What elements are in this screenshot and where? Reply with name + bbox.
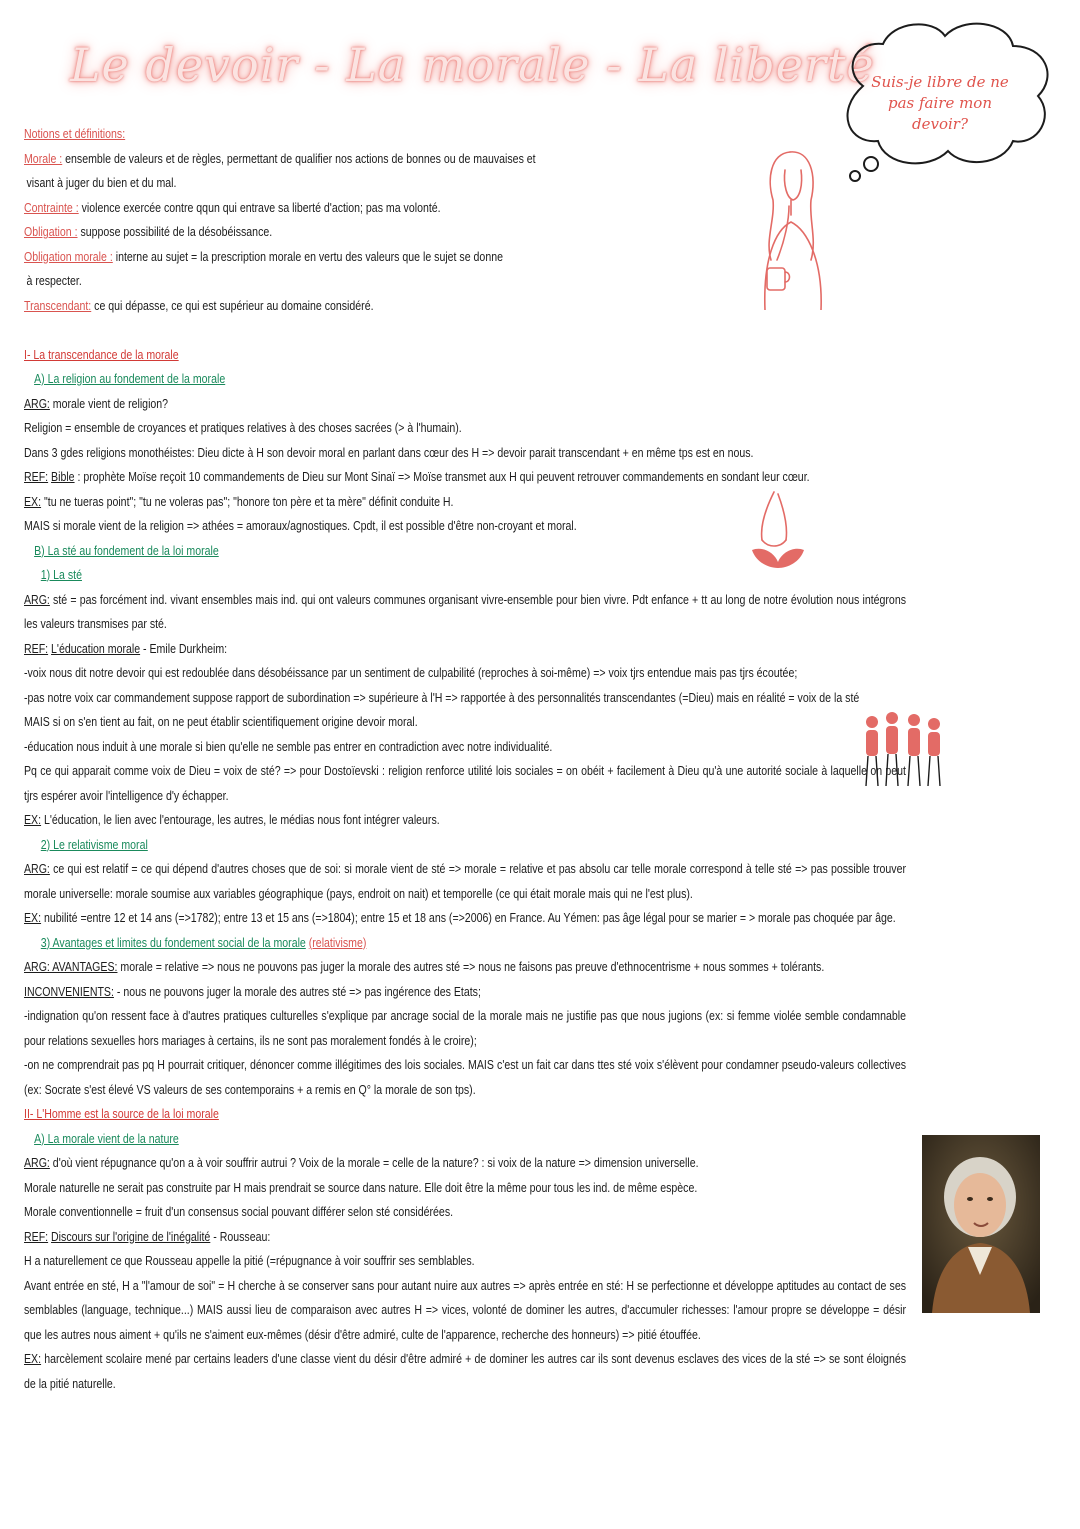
def-morale [24,147,889,172]
def-text: interne au sujet = la prescription morale en vertu des valeurs que le sujet se donne [112,249,503,264]
part2-a-ref [24,1225,868,1250]
part2-a-line3: H a naturellement ce que Rousseau appelle la pitié (=répugnance à voir souffrir ses semblables. [24,1254,475,1268]
part1-b1-ref [24,637,889,662]
label: ARG: [24,862,50,876]
label: INCONVENIENTS: [24,984,114,999]
def-contrainte [24,196,889,221]
text: d'où vient répugnance qu'on a à voir souffrir autrui ? Voix de la morale = celle de la nature? : si voix de la nature => dimension universelle. [49,1156,699,1170]
part1-b1-line4: -éducation nous induit à une morale si bien qu'elle ne semble pas entrer en contradiction avec notre individualité. [24,739,553,754]
part2-a-arg [24,1151,868,1176]
def-text: violence exercée contre qqun qui entrave sa liberté d'action; pas ma volonté. [78,200,441,215]
def-term: Contrainte : [24,200,79,215]
def-term: Obligation morale : [24,249,113,264]
part1-a-ref [24,465,889,490]
page-title: Le devoir - La morale - La liberté [70,38,875,92]
label: REF: [24,641,49,656]
text: morale = relative => nous ne pouvons pas juger la morale des autres sté => nous ne faisons pas preuve d'ethnocentrisme + nous sommes + tolérants. [117,960,825,974]
text: harcèlement scolaire mené par certains leaders d'une classe vient du désir d'être admiré + de dominer les autres car ils sont devenus esclaves des vices de la sté => se sont éloignés de la pitié naturelle. [24,1352,906,1391]
def-transcendant [24,294,889,319]
def-text: ce qui dépasse, ce qui est supérieur au domaine considéré. [91,298,374,313]
label: REF: [24,1229,49,1244]
ref-title: Bible [51,470,75,484]
label: ARG: [24,592,50,607]
part1-b1-line3: MAIS si on s'en tient au fait, on ne peut établir scientifiquement origine devoir moral. [24,715,418,729]
part1-b3-inconvenients [24,980,889,1005]
part2-a-line1: Morale naturelle ne serait pas construite par H mais prendrait se source dans nature. Elle doit être la même pour tous les ind. de même espèce. [24,1180,698,1195]
text: sté = pas forcément ind. vivant ensembles mais ind. qui ont valeurs communes organisant vivre-ensemble pour bien vivre. Pdt enfance + tt au long de notre évolution nous intégrons les valeurs transmises par sté. [24,592,906,631]
text: morale vient de religion? [49,396,169,411]
text: "tu ne tueras point"; "tu ne voleras pas"; "honore ton père et ta mère" définit conduite H. [41,494,454,509]
thought-line-1: Suis-je libre de ne [871,73,1009,91]
text: - Emile Durkheim: [140,641,228,656]
part1-a-ex [24,490,889,515]
text: : prophète Moïse reçoit 10 commandements de Dieu sur Mont Sinaï => Moïse transmet aux H qui peuvent retrouver commandements en sondant leur cœur. [74,470,810,484]
part1-heading: I- La transcendance de la morale [24,347,179,362]
label: ARG: AVANTAGES: [24,960,118,974]
text: - Rousseau: [210,1229,271,1244]
notes-body [24,122,906,1396]
label: EX: [24,911,42,925]
ref-title: Discours sur l'origine de l'inégalité [51,1229,211,1244]
heading-text: 3) Avantages et limites du fondement social de la morale [40,935,306,950]
text: ce qui est relatif = ce qui dépend d'autres choses que de soi: si morale vient de sté => morale = relative et pas absolu car telle morale correspond à telle sté => pas possible trouver morale universelle: morale soumise aux variables géographique (pays, endroit on nait) et temporelle (ce qui était morale mais qui ne l'est plus). [24,862,906,901]
part2-heading: II- L'Homme est la source de la loi morale [24,1107,219,1121]
part1-b1-line5: Pq ce qui apparait comme voix de Dieu = voix de sté? => pour Dostoïevski : religion renforce utilité lois sociales = on obéit + facilement à Dieu qu'à une autorité sociale à laquelle on peut tjrs espérer avoir l'intelligence d'y échapper. [24,764,906,803]
def-obligation [24,220,889,245]
part2-a-heading: A) La morale vient de la nature [34,1131,179,1146]
def-obligation-morale [24,245,889,270]
label: ARG: [24,396,50,411]
def-morale-cont: visant à juger du bien et du mal. [26,176,177,190]
text: - nous ne pouvons juger la morale des autres sté => pas ingérence des Etats; [113,984,481,999]
part1-a-arg [24,392,889,417]
text: nubilité =entre 12 et 14 ans (=>1782); entre 13 et 15 ans (=>1804); entre 15 et 18 ans (=>2006) en France. Au Yémen: pas âge légal pour se marier = > morale pas choquée par âge. [41,911,896,925]
label: EX: [24,813,42,827]
def-text: ensemble de valeurs et de règles, permettant de qualifier nos actions de bonnes ou de mauvaises et [62,151,536,166]
label: EX: [24,1352,42,1366]
part1-b3-heading [24,931,889,956]
part1-b1-arg [24,588,906,637]
notions-heading: Notions et définitions: [24,127,126,141]
thought-line-3: devoir? [912,115,968,133]
label: REF: [24,470,49,484]
def-term: Transcendant: [24,298,92,313]
label: EX: [24,494,42,509]
part1-b-heading: B) La sté au fondement de la loi morale [34,543,219,558]
label: ARG: [24,1156,50,1170]
heading-paren: (relativisme) [308,935,367,950]
part1-b1-line1: -voix nous dit notre devoir qui est redoublée dans désobéissance par un sentiment de culpabilité (reproches à soi-même) => voix tjrs entendue mais pas tjrs écoutée; [24,666,798,680]
thought-line-2: pas faire mon [887,94,993,112]
def-obligation-morale-cont: à respecter. [26,274,82,288]
part2-a-line4: Avant entrée en sté, H a "l'amour de soi" = H cherche à se conserver sans pour autant nuire aux autres => après entrée en sté: H se perfectionne et développe aptitudes au contact de ses semblables (language, technique...) MAIS aussi lieu de comparaison avec autres H => vices, volonté de dominer les autres, d'accumuler richesses: l'amour propre se développe = désir que les autres nous aiment + qu'ils ne s'aiment eux-mêmes (désir d'être admiré, culte de l'apparence, recherche des honneurs) => pitié étouffée. [24,1278,906,1342]
part1-b2-ex [24,906,906,931]
part1-b1-heading: 1) La sté [40,568,82,582]
part1-b3-line2: -on ne comprendrait pas pq H pourrait critiquer, dénoncer comme illégitimes des lois sociales. MAIS c'est un fait car dans ttes sté voix s'élèvent pour condamner pseudo-valeurs collectives (ex: Socrate s'est élevé VS valeurs de ses contemporains + a remis en Q° la morale de son tps). [24,1058,906,1097]
part1-b2-heading: 2) Le relativisme moral [40,837,148,852]
ref-title: L'éducation morale [51,641,141,656]
part1-b2-arg [24,857,906,906]
def-term: Obligation : [24,225,78,239]
rousseau-portrait [922,1135,1040,1313]
part1-a-mais: MAIS si morale vient de la religion => athées = amoraux/agnostiques. Cpdt, il est possible d'être non-croyant et moral. [24,519,577,533]
text: L'éducation, le lien avec l'entourage, les autres, le médias nous font intégrer valeurs. [41,813,440,827]
part1-b3-line1: -indignation qu'on ressent face à d'autres pratiques culturelles s'explique par ancrage social de la morale mais ne justifie pas que nous jugions (ex: si femme violée semble condamnable pour relations sexuelles hors mariages à certains, ils ne sont pas moralement fondés à le croire); [24,1009,906,1048]
def-term: Morale : [24,151,63,166]
part1-b1-line2: -pas notre voix car commandement suppose rapport de subordination => supérieure à l'H => rapportée à des personnalités transcendantes (=Dieu) mais en réalité = voix de la sté [24,690,860,705]
part2-a-line2: Morale conventionnelle = fruit d'un consensus social pouvant différer selon sté considérées. [24,1205,454,1219]
part1-b1-ex [24,808,889,833]
def-text: suppose possibilité de la désobéissance. [77,225,273,239]
part1-a-heading: A) La religion au fondement de la morale [34,372,226,386]
part1-b3-avantages [24,955,889,980]
part1-a-line1: Religion = ensemble de croyances et pratiques relatives à des choses sacrées (> à l'humain). [24,421,462,435]
part1-a-line2: Dans 3 gdes religions monothéistes: Dieu dicte à H son devoir moral en parlant dans cœur des H => devoir parait transcendant + en même tps est en nous. [24,445,754,460]
part2-a-ex [24,1347,906,1396]
